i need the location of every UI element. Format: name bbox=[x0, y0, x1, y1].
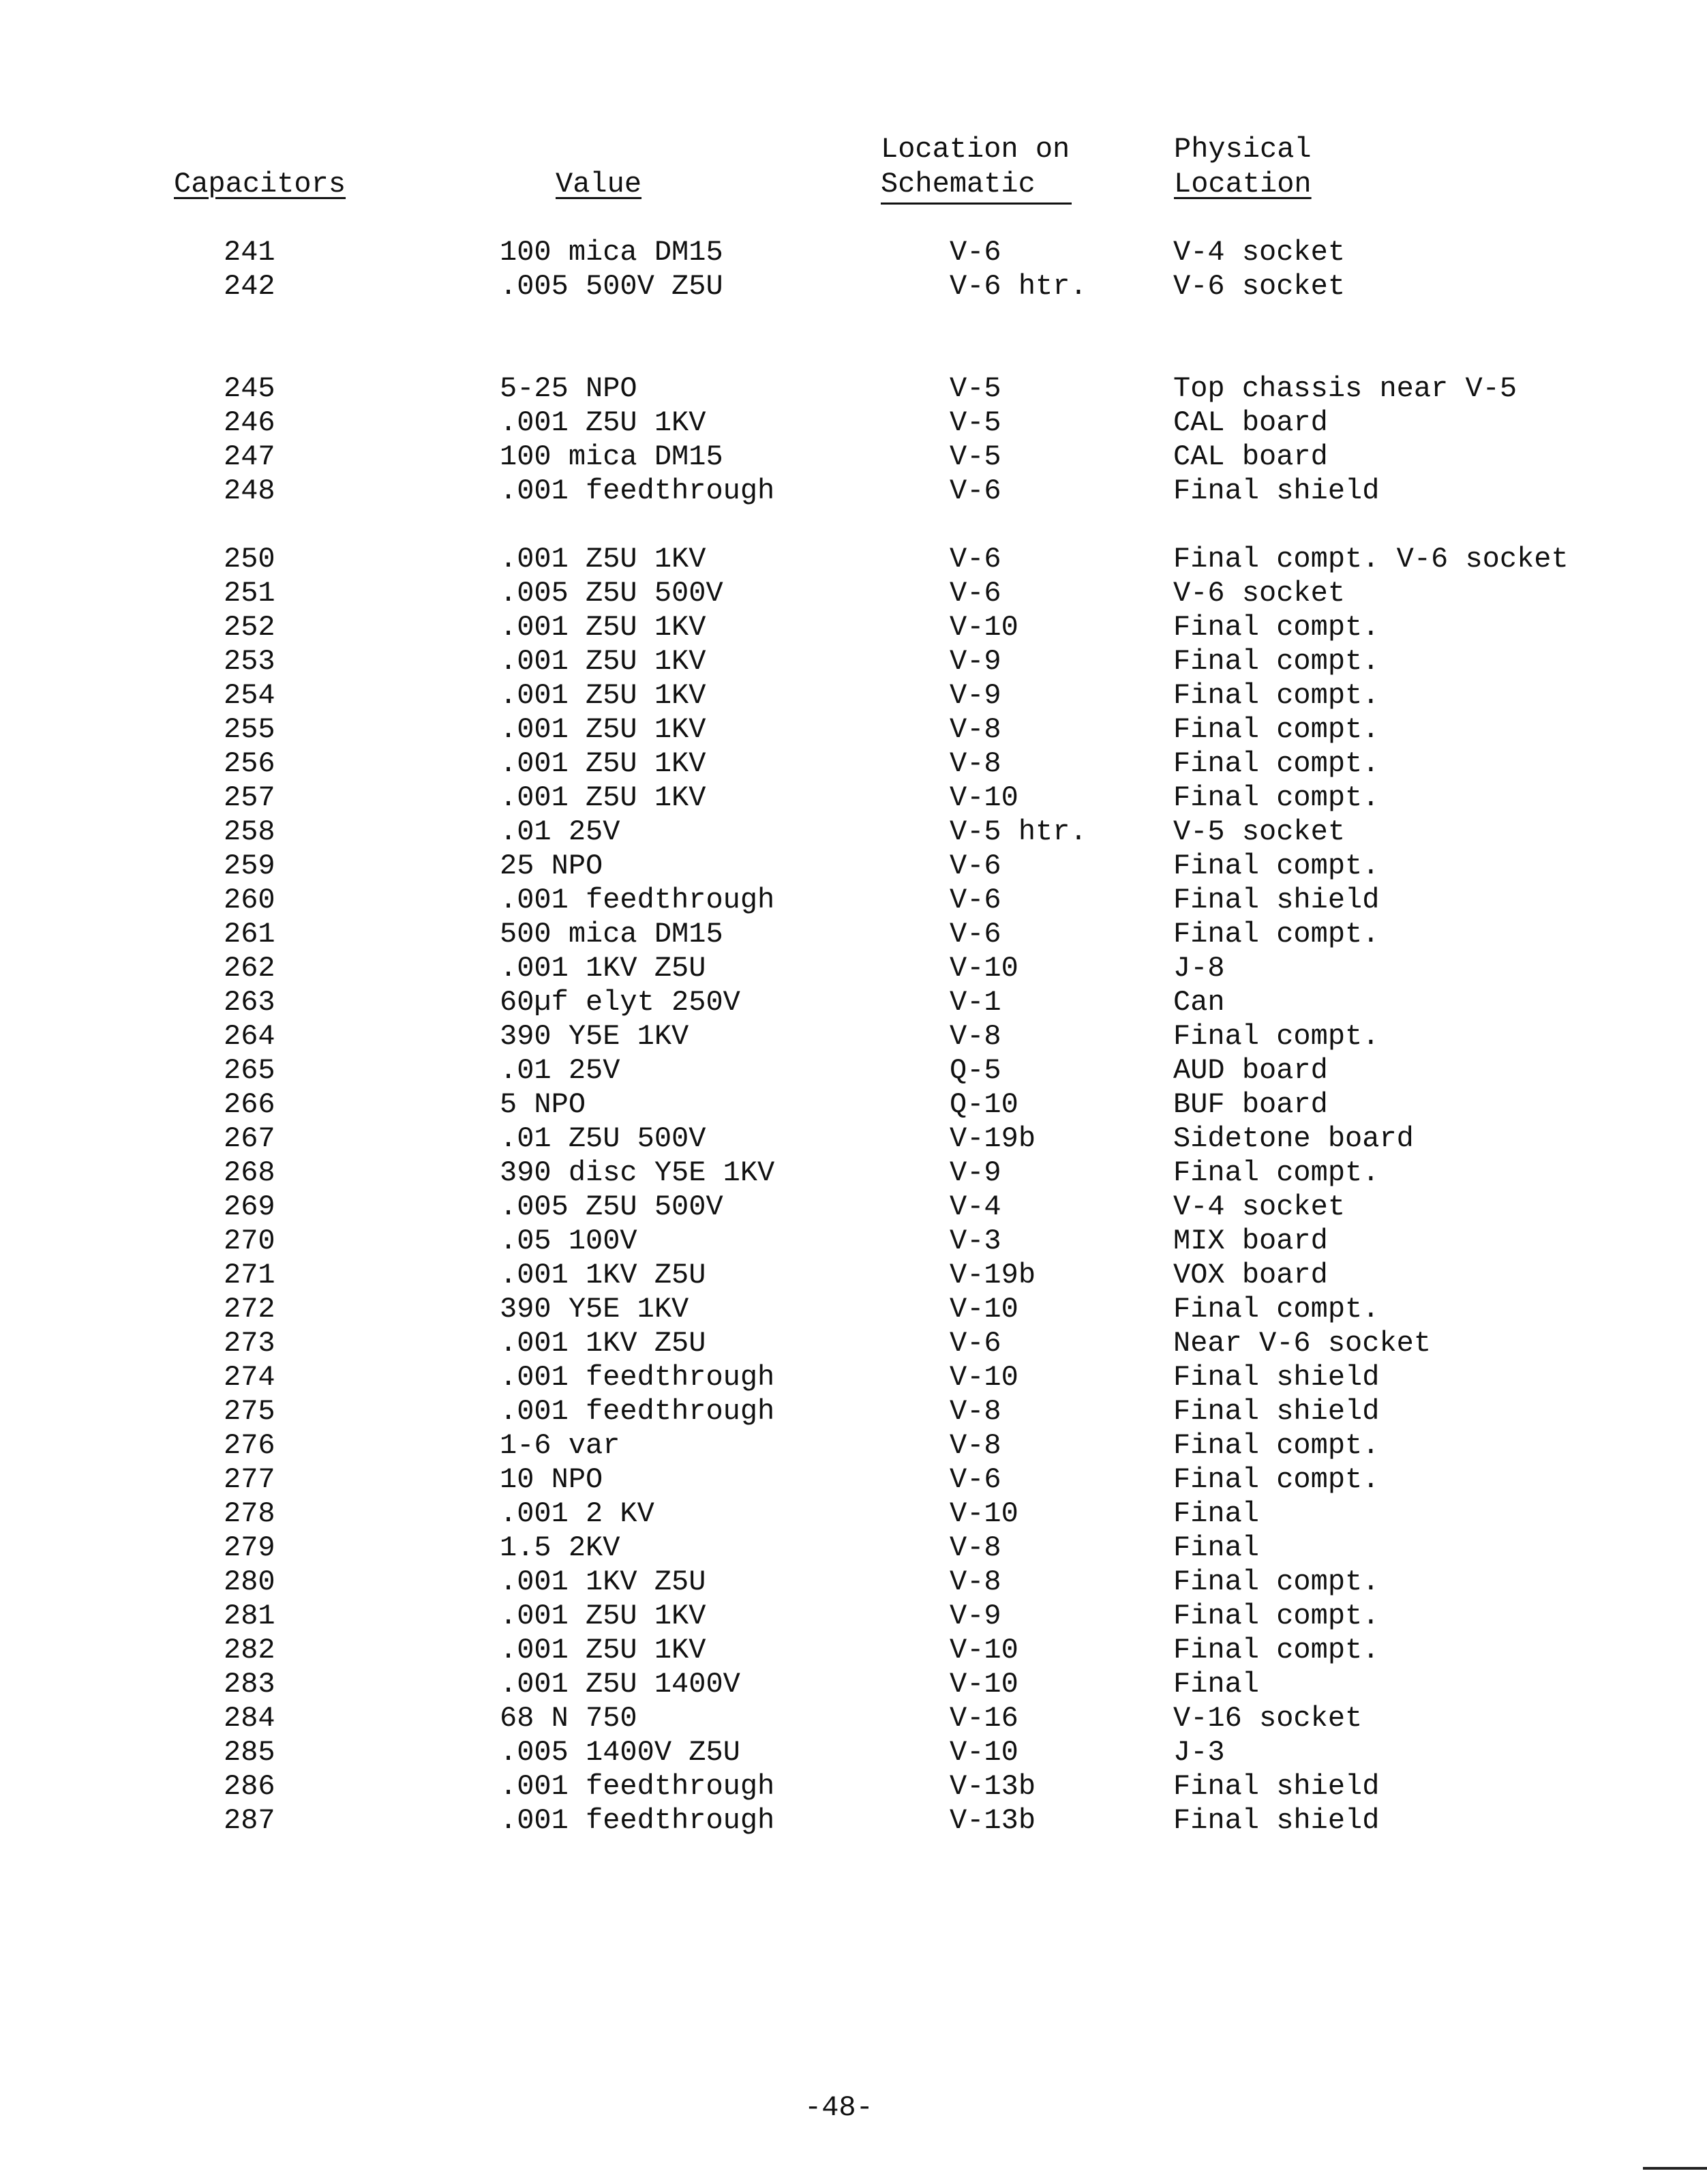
capacitor-value: .005 Z5U 500V bbox=[500, 577, 723, 610]
row-group bbox=[0, 542, 1707, 1838]
capacitor-value: .001 Z5U 1KV bbox=[500, 1600, 706, 1632]
capacitor-number: 265 bbox=[224, 1054, 275, 1087]
capacitor-number: 276 bbox=[224, 1429, 275, 1462]
capacitor-value: .005 500V Z5U bbox=[500, 270, 723, 303]
capacitor-value: .001 feedthrough bbox=[500, 475, 775, 507]
table-row bbox=[0, 1088, 1707, 1122]
table-row bbox=[0, 610, 1707, 644]
capacitor-value: 68 N 750 bbox=[500, 1702, 637, 1735]
capacitor-number: 272 bbox=[224, 1293, 275, 1326]
capacitor-value: 60µf elyt 250V bbox=[500, 986, 740, 1019]
physical-location: Final shield bbox=[1173, 1395, 1380, 1428]
table-row bbox=[0, 951, 1707, 985]
table-row bbox=[0, 644, 1707, 678]
capacitor-value: .01 25V bbox=[500, 816, 620, 848]
capacitor-number: 248 bbox=[224, 475, 275, 507]
capacitor-value: .001 Z5U 1KV bbox=[500, 679, 706, 712]
capacitor-value: .001 Z5U 1KV bbox=[500, 406, 706, 439]
capacitor-value: 100 mica DM15 bbox=[500, 440, 723, 473]
physical-location: Final compt. bbox=[1173, 1293, 1380, 1326]
capacitor-value: 100 mica DM15 bbox=[500, 236, 723, 269]
capacitor-value: .001 Z5U 1KV bbox=[500, 713, 706, 746]
table-row bbox=[0, 883, 1707, 917]
capacitor-number: 286 bbox=[224, 1770, 275, 1803]
physical-location: Can bbox=[1173, 986, 1225, 1019]
capacitor-number: 242 bbox=[224, 270, 275, 303]
table-row bbox=[0, 440, 1707, 474]
capacitor-value: .001 Z5U 1KV bbox=[500, 611, 706, 644]
physical-location: Final compt. bbox=[1173, 1566, 1380, 1598]
schematic-location: V-6 bbox=[950, 1327, 1001, 1360]
schematic-location: V-8 bbox=[950, 1395, 1001, 1428]
physical-location: V-6 socket bbox=[1173, 577, 1346, 610]
capacitor-value: .001 2 KV bbox=[500, 1497, 654, 1530]
table-row bbox=[0, 1326, 1707, 1360]
physical-location: V-6 socket bbox=[1173, 270, 1346, 303]
capacitor-value: .01 25V bbox=[500, 1054, 620, 1087]
page-number: -48- bbox=[804, 2091, 873, 2124]
capacitor-number: 256 bbox=[224, 747, 275, 780]
header-schematic-line2: Schematic bbox=[881, 167, 1072, 205]
table-row bbox=[0, 542, 1707, 576]
capacitor-value: 5-25 NPO bbox=[500, 372, 637, 405]
table-row bbox=[0, 917, 1707, 951]
capacitor-number: 275 bbox=[224, 1395, 275, 1428]
physical-location: Final compt. bbox=[1173, 1634, 1380, 1666]
physical-location: J-3 bbox=[1173, 1736, 1225, 1769]
table-row bbox=[0, 1428, 1707, 1463]
physical-location: J-8 bbox=[1173, 952, 1225, 985]
table-row bbox=[0, 576, 1707, 610]
capacitor-value: .001 Z5U 1KV bbox=[500, 747, 706, 780]
row-group bbox=[0, 372, 1707, 508]
table-row bbox=[0, 1735, 1707, 1769]
physical-location: Final compt. bbox=[1173, 850, 1380, 882]
capacitor-number: 261 bbox=[224, 918, 275, 951]
table-row bbox=[0, 1463, 1707, 1497]
capacitor-number: 284 bbox=[224, 1702, 275, 1735]
capacitor-value: .01 Z5U 500V bbox=[500, 1122, 706, 1155]
capacitor-value: .001 feedthrough bbox=[500, 884, 775, 916]
schematic-location: Q-10 bbox=[950, 1088, 1018, 1121]
capacitor-number: 257 bbox=[224, 781, 275, 814]
schematic-location: V-9 bbox=[950, 1600, 1001, 1632]
physical-location: CAL board bbox=[1173, 440, 1328, 473]
schematic-location: V-10 bbox=[950, 1736, 1018, 1769]
table-row bbox=[0, 1599, 1707, 1633]
capacitor-number: 264 bbox=[224, 1020, 275, 1053]
physical-location: VOX board bbox=[1173, 1259, 1328, 1291]
physical-location: Final shield bbox=[1173, 884, 1380, 916]
capacitor-value: 390 disc Y5E 1KV bbox=[500, 1156, 775, 1189]
schematic-location: V-10 bbox=[950, 1361, 1018, 1394]
physical-location: Sidetone board bbox=[1173, 1122, 1414, 1155]
physical-location: Final shield bbox=[1173, 475, 1380, 507]
table-row bbox=[0, 1156, 1707, 1190]
schematic-location: V-6 bbox=[950, 850, 1001, 882]
header-physical-line2: Location bbox=[1174, 168, 1312, 200]
capacitor-number: 258 bbox=[224, 816, 275, 848]
capacitor-number: 273 bbox=[224, 1327, 275, 1360]
physical-location: CAL board bbox=[1173, 406, 1328, 439]
table-row bbox=[0, 849, 1707, 883]
capacitor-value: .001 feedthrough bbox=[500, 1361, 775, 1394]
capacitor-number: 279 bbox=[224, 1531, 275, 1564]
capacitor-number: 252 bbox=[224, 611, 275, 644]
table-row bbox=[0, 1360, 1707, 1394]
header-schematic-line1: Location on bbox=[881, 133, 1070, 166]
capacitor-number: 282 bbox=[224, 1634, 275, 1666]
schematic-location: V-8 bbox=[950, 713, 1001, 746]
schematic-location: V-3 bbox=[950, 1225, 1001, 1257]
capacitor-number: 280 bbox=[224, 1566, 275, 1598]
physical-location: Final bbox=[1173, 1531, 1260, 1564]
schematic-location: V-10 bbox=[950, 1497, 1018, 1530]
schematic-location: V-5 bbox=[950, 406, 1001, 439]
schematic-location: V-10 bbox=[950, 1293, 1018, 1326]
capacitor-value: .001 Z5U 1KV bbox=[500, 781, 706, 814]
capacitor-number: 283 bbox=[224, 1668, 275, 1701]
physical-location: Top chassis near V-5 bbox=[1173, 372, 1517, 405]
physical-location: Final compt. V-6 socket bbox=[1173, 543, 1569, 575]
capacitor-number: 266 bbox=[224, 1088, 275, 1121]
table-row bbox=[0, 1258, 1707, 1292]
table-row bbox=[0, 1292, 1707, 1326]
schematic-location: V-10 bbox=[950, 781, 1018, 814]
schematic-location: V-8 bbox=[950, 1566, 1001, 1598]
schematic-location: V-19b bbox=[950, 1122, 1036, 1155]
capacitor-number: 241 bbox=[224, 236, 275, 269]
capacitor-value: 390 Y5E 1KV bbox=[500, 1020, 689, 1053]
capacitor-value: 25 NPO bbox=[500, 850, 603, 882]
table-row bbox=[0, 1804, 1707, 1838]
schematic-location: V-6 bbox=[950, 884, 1001, 916]
table-row bbox=[0, 1394, 1707, 1428]
table-row bbox=[0, 1531, 1707, 1565]
physical-location: V-16 socket bbox=[1173, 1702, 1363, 1735]
schematic-location: V-10 bbox=[950, 611, 1018, 644]
schematic-location: V-19b bbox=[950, 1259, 1036, 1291]
capacitor-value: .001 feedthrough bbox=[500, 1804, 775, 1837]
physical-location: MIX board bbox=[1173, 1225, 1328, 1257]
schematic-location: V-6 bbox=[950, 236, 1001, 269]
capacitor-number: 267 bbox=[224, 1122, 275, 1155]
table-row bbox=[0, 1769, 1707, 1804]
table-row bbox=[0, 815, 1707, 849]
capacitor-value: 1-6 var bbox=[500, 1429, 620, 1462]
physical-location: Final bbox=[1173, 1497, 1260, 1530]
schematic-location: V-6 bbox=[950, 543, 1001, 575]
table-row bbox=[0, 1497, 1707, 1531]
table-row bbox=[0, 372, 1707, 406]
table-row bbox=[0, 474, 1707, 508]
capacitor-number: 285 bbox=[224, 1736, 275, 1769]
schematic-location: V-9 bbox=[950, 1156, 1001, 1189]
capacitor-number: 287 bbox=[224, 1804, 275, 1837]
capacitor-value: .001 1KV Z5U bbox=[500, 1259, 706, 1291]
table-row bbox=[0, 713, 1707, 747]
schematic-location: V-16 bbox=[950, 1702, 1018, 1735]
capacitor-value: .001 Z5U 1KV bbox=[500, 645, 706, 678]
table-row bbox=[0, 1565, 1707, 1599]
schematic-location: V-10 bbox=[950, 1668, 1018, 1701]
schematic-location: V-5 bbox=[950, 372, 1001, 405]
capacitor-number: 253 bbox=[224, 645, 275, 678]
capacitor-number: 278 bbox=[224, 1497, 275, 1530]
physical-location: Near V-6 socket bbox=[1173, 1327, 1432, 1360]
table-row bbox=[0, 678, 1707, 713]
capacitor-number: 270 bbox=[224, 1225, 275, 1257]
schematic-location: V-9 bbox=[950, 645, 1001, 678]
capacitor-value: 10 NPO bbox=[500, 1463, 603, 1496]
schematic-location: V-5 htr. bbox=[950, 816, 1087, 848]
physical-location: AUD board bbox=[1173, 1054, 1328, 1087]
physical-location: Final compt. bbox=[1173, 1463, 1380, 1496]
scan-edge-mark bbox=[1643, 2167, 1707, 2170]
schematic-location: V-13b bbox=[950, 1770, 1036, 1803]
capacitor-value: 5 NPO bbox=[500, 1088, 586, 1121]
physical-location: Final compt. bbox=[1173, 1156, 1380, 1189]
physical-location: Final compt. bbox=[1173, 781, 1380, 814]
schematic-location: V-8 bbox=[950, 1020, 1001, 1053]
table-row bbox=[0, 1701, 1707, 1735]
capacitor-value: .005 1400V Z5U bbox=[500, 1736, 740, 1769]
capacitor-number: 260 bbox=[224, 884, 275, 916]
capacitor-value: 1.5 2KV bbox=[500, 1531, 620, 1564]
capacitor-value: .001 Z5U 1KV bbox=[500, 1634, 706, 1666]
physical-location: Final compt. bbox=[1173, 679, 1380, 712]
schematic-location: V-1 bbox=[950, 986, 1001, 1019]
schematic-location: V-6 bbox=[950, 1463, 1001, 1496]
table-row bbox=[0, 406, 1707, 440]
capacitor-number: 246 bbox=[224, 406, 275, 439]
row-group bbox=[0, 235, 1707, 303]
table-row bbox=[0, 747, 1707, 781]
schematic-location: V-6 bbox=[950, 918, 1001, 951]
capacitor-value: .001 Z5U 1KV bbox=[500, 543, 706, 575]
capacitor-value: .005 Z5U 500V bbox=[500, 1191, 723, 1223]
schematic-location: V-8 bbox=[950, 1531, 1001, 1564]
physical-location: Final compt. bbox=[1173, 918, 1380, 951]
schematic-location: V-6 htr. bbox=[950, 270, 1087, 303]
header-physical-line1: Physical bbox=[1174, 133, 1312, 166]
table-row bbox=[0, 1224, 1707, 1258]
schematic-location: V-4 bbox=[950, 1191, 1001, 1223]
capacitor-number: 259 bbox=[224, 850, 275, 882]
capacitor-value: .001 1KV Z5U bbox=[500, 1327, 706, 1360]
table-row bbox=[0, 1667, 1707, 1701]
table-row bbox=[0, 781, 1707, 815]
capacitor-value: 390 Y5E 1KV bbox=[500, 1293, 689, 1326]
capacitor-number: 247 bbox=[224, 440, 275, 473]
table-row bbox=[0, 1633, 1707, 1667]
capacitor-number: 269 bbox=[224, 1191, 275, 1223]
capacitor-value: .001 feedthrough bbox=[500, 1770, 775, 1803]
capacitor-number: 262 bbox=[224, 952, 275, 985]
physical-location: V-4 socket bbox=[1173, 1191, 1346, 1223]
capacitor-value: .001 Z5U 1400V bbox=[500, 1668, 740, 1701]
physical-location: V-5 socket bbox=[1173, 816, 1346, 848]
schematic-location: V-13b bbox=[950, 1804, 1036, 1837]
capacitor-number: 271 bbox=[224, 1259, 275, 1291]
physical-location: Final shield bbox=[1173, 1804, 1380, 1837]
schematic-location: V-8 bbox=[950, 1429, 1001, 1462]
physical-location: Final compt. bbox=[1173, 713, 1380, 746]
table-row bbox=[0, 1053, 1707, 1088]
capacitor-value: .001 1KV Z5U bbox=[500, 952, 706, 985]
schematic-location: V-9 bbox=[950, 679, 1001, 712]
table-row bbox=[0, 1122, 1707, 1156]
capacitor-number: 245 bbox=[224, 372, 275, 405]
schematic-location: V-5 bbox=[950, 440, 1001, 473]
physical-location: Final compt. bbox=[1173, 1600, 1380, 1632]
physical-location: Final shield bbox=[1173, 1770, 1380, 1803]
capacitor-number: 254 bbox=[224, 679, 275, 712]
physical-location: Final compt. bbox=[1173, 747, 1380, 780]
capacitor-value: .05 100V bbox=[500, 1225, 637, 1257]
table-row bbox=[0, 1190, 1707, 1224]
capacitor-number: 250 bbox=[224, 543, 275, 575]
physical-location: Final compt. bbox=[1173, 611, 1380, 644]
physical-location: V-4 socket bbox=[1173, 236, 1346, 269]
schematic-location: V-10 bbox=[950, 1634, 1018, 1666]
physical-location: BUF board bbox=[1173, 1088, 1328, 1121]
schematic-location: V-6 bbox=[950, 475, 1001, 507]
capacitor-table bbox=[0, 235, 1707, 1838]
schematic-location: V-6 bbox=[950, 577, 1001, 610]
table-row bbox=[0, 235, 1707, 269]
capacitor-number: 255 bbox=[224, 713, 275, 746]
schematic-location: V-8 bbox=[950, 747, 1001, 780]
capacitor-value: .001 1KV Z5U bbox=[500, 1566, 706, 1598]
table-row bbox=[0, 269, 1707, 303]
physical-location: Final bbox=[1173, 1668, 1260, 1701]
capacitor-number: 268 bbox=[224, 1156, 275, 1189]
capacitor-number: 277 bbox=[224, 1463, 275, 1496]
physical-location: Final compt. bbox=[1173, 1020, 1380, 1053]
schematic-location: V-10 bbox=[950, 952, 1018, 985]
header-capacitors: Capacitors bbox=[174, 168, 346, 200]
capacitor-number: 251 bbox=[224, 577, 275, 610]
capacitor-value: 500 mica DM15 bbox=[500, 918, 723, 951]
table-row bbox=[0, 985, 1707, 1019]
table-row bbox=[0, 1019, 1707, 1053]
physical-location: Final shield bbox=[1173, 1361, 1380, 1394]
header-value: Value bbox=[556, 168, 642, 200]
physical-location: Final compt. bbox=[1173, 1429, 1380, 1462]
capacitor-value: .001 feedthrough bbox=[500, 1395, 775, 1428]
schematic-location: Q-5 bbox=[950, 1054, 1001, 1087]
physical-location: Final compt. bbox=[1173, 645, 1380, 678]
capacitor-number: 281 bbox=[224, 1600, 275, 1632]
capacitor-number: 263 bbox=[224, 986, 275, 1019]
capacitor-number: 274 bbox=[224, 1361, 275, 1394]
